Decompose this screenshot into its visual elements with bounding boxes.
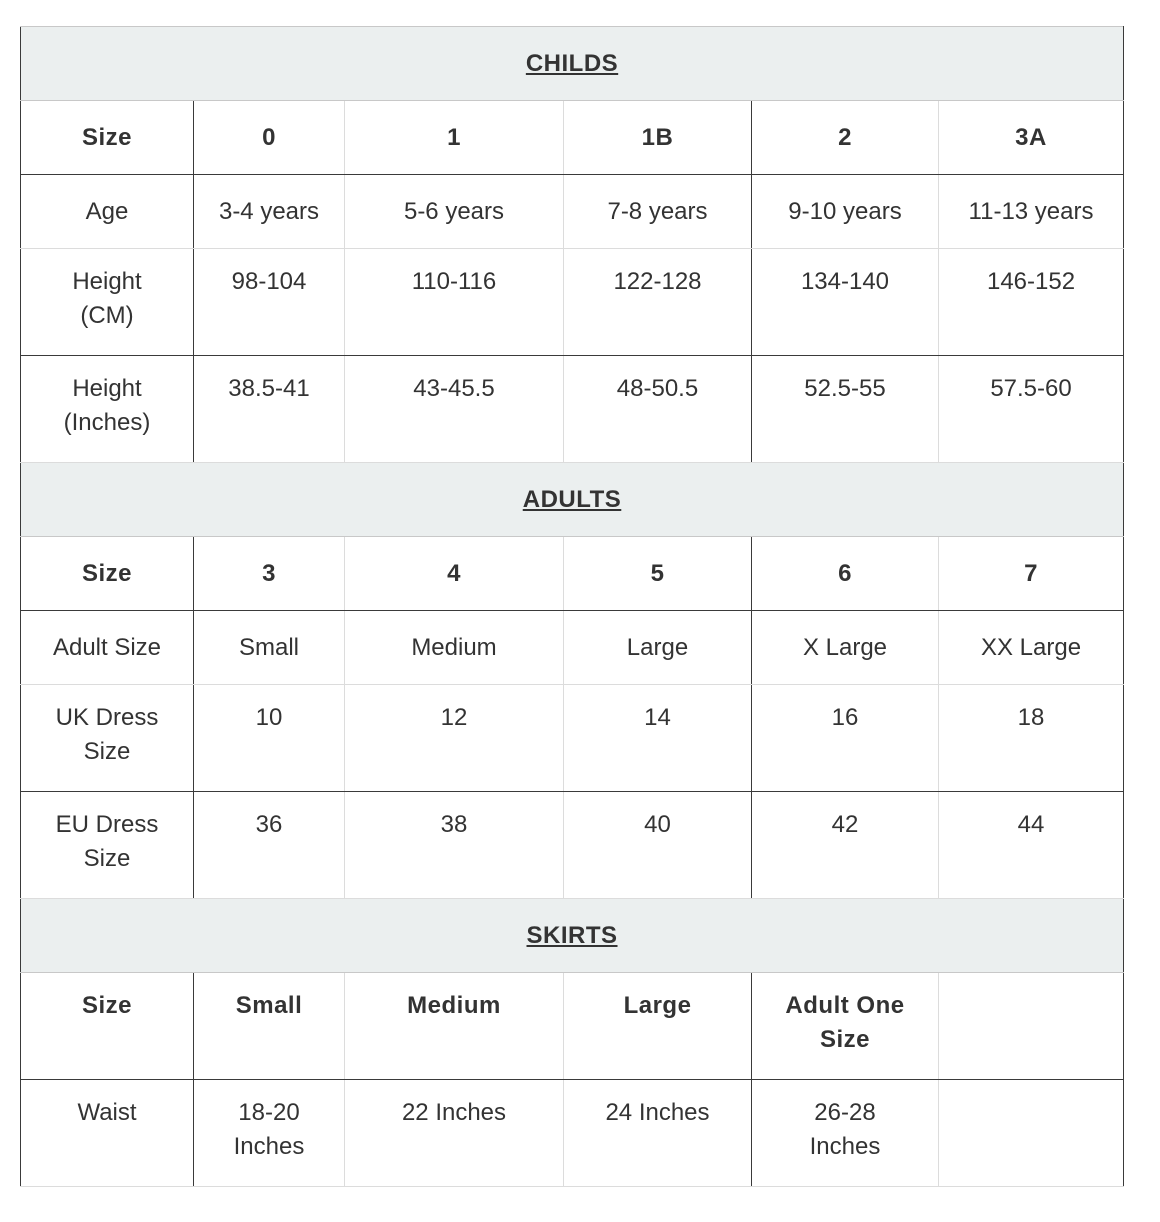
section-title-adults: ADULTS bbox=[21, 463, 1124, 537]
section-header-adults bbox=[21, 463, 1124, 537]
table-cell: 24 Inches bbox=[564, 1080, 752, 1187]
table-cell: Large bbox=[564, 611, 752, 685]
table-row bbox=[21, 973, 1124, 1080]
row-label bbox=[21, 792, 194, 899]
table-cell: 3-4 years bbox=[194, 175, 345, 249]
section-header-skirts bbox=[21, 899, 1124, 973]
table-cell: Large bbox=[564, 973, 752, 1080]
table-cell: 42 bbox=[752, 792, 939, 899]
table-cell: 22 Inches bbox=[345, 1080, 564, 1187]
table-cell: 12 bbox=[345, 685, 564, 792]
section-title-childs: CHILDS bbox=[21, 27, 1124, 101]
table-cell: 2 bbox=[752, 101, 939, 175]
table-cell: 146-152 bbox=[939, 249, 1124, 356]
size-chart-table bbox=[20, 26, 1124, 1187]
row-label-line: Height bbox=[72, 375, 142, 402]
table-cell: 98-104 bbox=[194, 249, 345, 356]
table-cell: 44 bbox=[939, 792, 1124, 899]
table-row bbox=[21, 1080, 1124, 1187]
table-cell: 11-13 years bbox=[939, 175, 1124, 249]
table-cell: 52.5-55 bbox=[752, 356, 939, 463]
table-cell: 57.5-60 bbox=[939, 356, 1124, 463]
table-cell: 3A bbox=[939, 101, 1124, 175]
table-cell: 122-128 bbox=[564, 249, 752, 356]
table-cell: 9-10 years bbox=[752, 175, 939, 249]
row-label: Size bbox=[21, 537, 194, 611]
table-cell: 26-28 Inches bbox=[752, 1080, 939, 1187]
table-cell: 10 bbox=[194, 685, 345, 792]
table-cell: 43-45.5 bbox=[345, 356, 564, 463]
table-cell: 18 bbox=[939, 685, 1124, 792]
table-cell: 38 bbox=[345, 792, 564, 899]
row-label-line: Height bbox=[72, 268, 142, 295]
table-cell: 18-20 Inches bbox=[194, 1080, 345, 1187]
table-cell: 7-8 years bbox=[564, 175, 752, 249]
table-cell: 48-50.5 bbox=[564, 356, 752, 463]
row-label-line: Size bbox=[83, 845, 131, 872]
row-label-line: (Inches) bbox=[63, 409, 151, 436]
table-cell: Adult One Size bbox=[752, 973, 939, 1080]
row-label: Waist bbox=[21, 1080, 194, 1187]
row-label-line: (CM) bbox=[80, 302, 134, 329]
table-cell: 1 bbox=[345, 101, 564, 175]
table-cell: Small bbox=[194, 611, 345, 685]
table-cell: 3 bbox=[194, 537, 345, 611]
table-cell: Medium bbox=[345, 973, 564, 1080]
table-cell: 110-116 bbox=[345, 249, 564, 356]
row-label: Adult Size bbox=[21, 611, 194, 685]
section-header-childs bbox=[21, 27, 1124, 101]
table-cell: 6 bbox=[752, 537, 939, 611]
table-cell: X Large bbox=[752, 611, 939, 685]
row-label-line: EU Dress bbox=[55, 811, 159, 838]
table-cell: 0 bbox=[194, 101, 345, 175]
table-row bbox=[21, 537, 1124, 611]
table-cell: 5 bbox=[564, 537, 752, 611]
table-cell: 14 bbox=[564, 685, 752, 792]
table-row bbox=[21, 101, 1124, 175]
table-row bbox=[21, 249, 1124, 356]
row-label: Size bbox=[21, 101, 194, 175]
table-cell: Medium bbox=[345, 611, 564, 685]
row-label: Size bbox=[21, 973, 194, 1080]
table-cell: 134-140 bbox=[752, 249, 939, 356]
row-label: Age bbox=[21, 175, 194, 249]
row-label-line: UK Dress bbox=[55, 704, 159, 731]
table-row bbox=[21, 356, 1124, 463]
table-cell: 5-6 years bbox=[345, 175, 564, 249]
row-label bbox=[21, 356, 194, 463]
table-cell: 40 bbox=[564, 792, 752, 899]
table-row bbox=[21, 611, 1124, 685]
table-cell: Small bbox=[194, 973, 345, 1080]
table-cell: 16 bbox=[752, 685, 939, 792]
table-row bbox=[21, 792, 1124, 899]
row-label bbox=[21, 685, 194, 792]
table-cell: 38.5-41 bbox=[194, 356, 345, 463]
table-cell: XX Large bbox=[939, 611, 1124, 685]
table-cell: 1B bbox=[564, 101, 752, 175]
table-cell bbox=[939, 1080, 1124, 1187]
table-cell: 4 bbox=[345, 537, 564, 611]
row-label bbox=[21, 249, 194, 356]
table-cell bbox=[939, 973, 1124, 1080]
table-cell: 36 bbox=[194, 792, 345, 899]
table-row bbox=[21, 685, 1124, 792]
table-row bbox=[21, 175, 1124, 249]
section-title-skirts: SKIRTS bbox=[21, 899, 1124, 973]
table-cell: 7 bbox=[939, 537, 1124, 611]
row-label-line: Size bbox=[83, 738, 131, 765]
